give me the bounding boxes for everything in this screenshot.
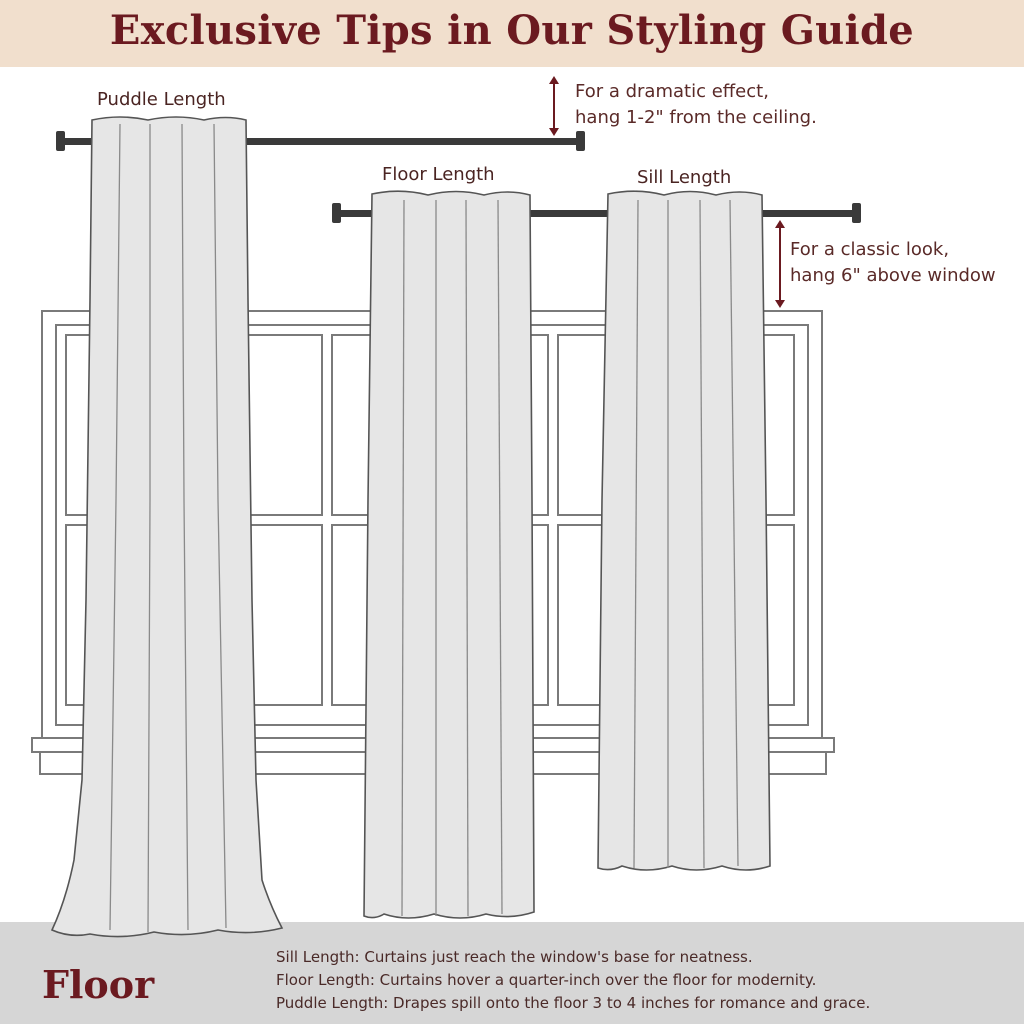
floor-length-curtain [364, 191, 534, 918]
rod-finial [576, 131, 585, 151]
puddle-length-curtain [52, 117, 282, 937]
puddle-length-description: Puddle Length: Drapes spill onto the floor 3 to 4 inches for romance and grace. [276, 994, 871, 1012]
floor-title: Floor [42, 962, 155, 1007]
note-line: For a dramatic effect, [575, 81, 769, 102]
floor-length-description: Floor Length: Curtains hover a quarter-inch over the floor for modernity. [276, 971, 817, 989]
puddle-length-label: Puddle Length [97, 89, 226, 110]
sill-length-label: Sill Length [637, 167, 732, 188]
note-line: hang 1-2" from the ceiling. [575, 107, 817, 128]
page-title: Exclusive Tips in Our Styling Guide [109, 7, 915, 54]
floor-length-label: Floor Length [382, 164, 495, 185]
note-line: hang 6" above window [790, 265, 996, 286]
window-distance-arrow [775, 220, 785, 308]
rod-finial [332, 203, 341, 223]
classic-look-note [790, 237, 996, 289]
sill-length-description: Sill Length: Curtains just reach the window's base for neatness. [276, 948, 753, 966]
note-line: For a classic look, [790, 239, 950, 260]
sill-length-curtain [598, 191, 770, 870]
dramatic-effect-note [575, 79, 817, 131]
rod-finial [56, 131, 65, 151]
ceiling-distance-arrow [549, 76, 559, 136]
length-descriptions [276, 946, 870, 1015]
rod-finial [852, 203, 861, 223]
